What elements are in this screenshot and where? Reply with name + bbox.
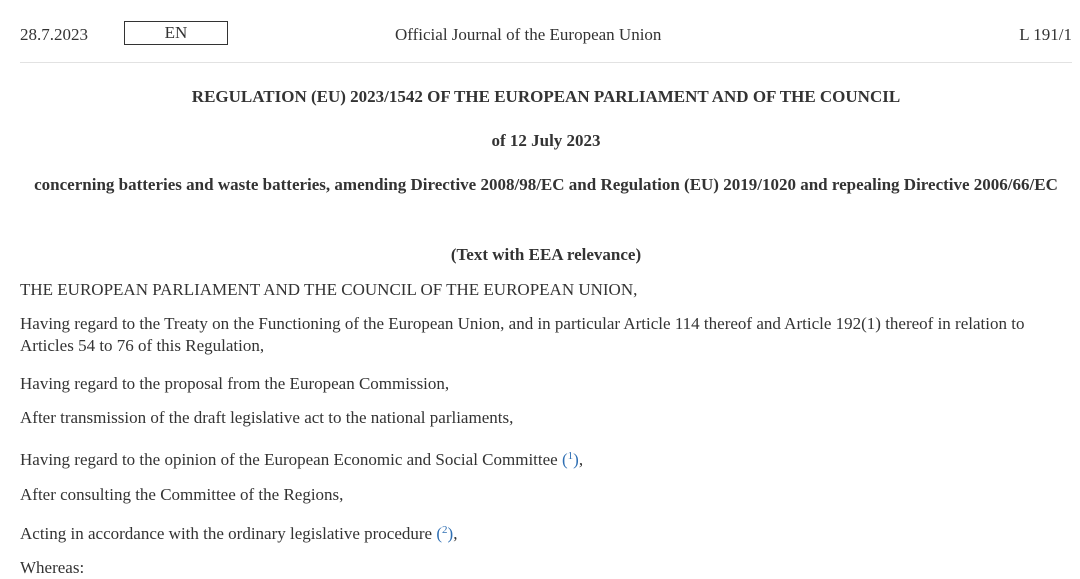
preamble-authors: THE EUROPEAN PARLIAMENT AND THE COUNCIL OF THE EUROPEAN UNION, [20,280,638,299]
eea-relevance: (Text with EEA relevance) [450,245,642,264]
opinion-end: , [578,450,584,469]
preamble-regions: After consulting the Committee of the Regions, [20,485,344,504]
regulation-subject: concerning batteries and waste batteries, amending Directive 2008/98/EC and Regulation (EU) 2019/1020 and repealing Directive 2006/66/EC [34,175,1058,194]
preamble-proposal: Having regard to the proposal from the European Commission, [20,374,450,393]
footnote-link-2[interactable]: ($^2$) [436,524,454,543]
header-divider [20,62,1072,63]
preamble-whereas: Whereas: [20,558,85,577]
opinion-text: Having regard to the opinion of the European Economic and Social Committee [20,450,562,469]
regulation-title: REGULATION (EU) 2023/1542 OF THE EUROPEAN PARLIAMENT AND OF THE COUNCIL [191,87,901,106]
journal-reference: L 191/1 [1019,25,1072,44]
publication-date: 28.7.2023 [20,25,88,44]
footnote-link-1[interactable]: ($^1$) [561,450,579,469]
preamble-transmission: After transmission of the draft legislative act to the national parliaments, [20,408,514,427]
regulation-date: of 12 July 2023 [491,131,601,150]
preamble-opinion [20,449,1080,471]
journal-header [20,18,1072,50]
preamble-procedure [20,523,1080,545]
preamble-treaty: Having regard to the Treaty on the Functioning of the European Union, and in particular Article 114 thereof and Article 192(1) thereof in relation to Articles 54 to 76 of this Regulation, [20,314,1025,355]
journal-title: Official Journal of the European Union [395,25,662,44]
procedure-text: Acting in accordance with the ordinary legislative procedure [20,524,437,543]
procedure-end: , [453,524,458,543]
language-selector[interactable]: EN [124,21,228,45]
